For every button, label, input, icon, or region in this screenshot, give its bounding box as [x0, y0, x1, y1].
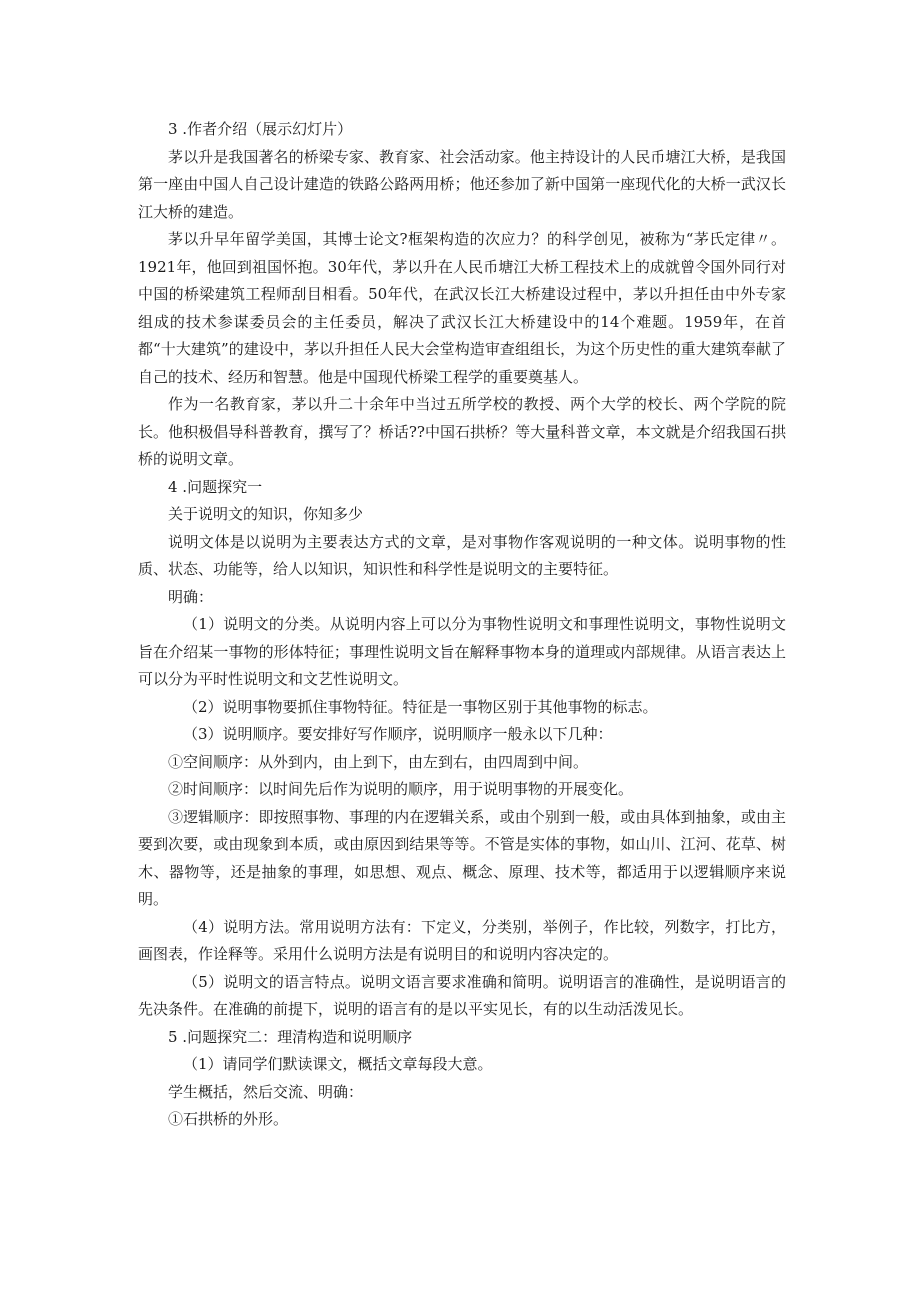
list-item: ②时间顺序：以时间先后作为说明的顺序，用于说明事物的开展变化。: [168, 780, 634, 798]
paragraph: 明确：: [168, 587, 214, 606]
list-item: （3）说明顺序。要安排好写作顺序，说明顺序一般永以下几种：: [183, 725, 613, 743]
paragraph: 说明文体是以说明为主要表达方式的文章，是对事物作客观说明的一种文体。说明事物的性质、状态、功能等，给人以知识，知识性和科学性是说明文的主要特征。: [138, 532, 786, 578]
list-item: ③逻辑顺序：即按照事物、事理的内在逻辑关系，或由个别到一般，或由具体到抽象，或由主要到次要，或由现象到本质，或由原因到结果等等。不管是实体的事物，如山川、江河、花草、树木、器物等，还是抽象的事理，如思想、观点、概念、原理、技术等，都适用于以逻辑顺序来说明。: [138, 807, 786, 908]
paragraph: 茅以升是我国著名的桥梁专家、教育家、社会活动家。他主持设计的人民币塘江大桥，是我国第一座由中国人自己设计建造的铁路公路两用桥；他还参加了新中国第一座现代化的大桥一武汉长江大桥的建造。: [138, 147, 786, 221]
list-item: ①石拱桥的外形。: [168, 1110, 289, 1128]
paragraph: 茅以升早年留学美国，其博士论文?框架构造的次应力？的科学创见，被称为“茅氏定律〃。1921年，他回到祖国怀抱。30年代，茅以升在人民币塘江大桥工程技术上的成就曾令国外同行对中国的桥梁建筑工程师刮目相看。50年代，在武汉长江大桥建设过程中，茅以升担任由中外专家组成的技术参谋委员会的主任委员，解决了武汉长江大桥建设中的14个难题。1959年，在首都“十大建筑”的建设中，茅以升担任人民大会堂构造审查组组长，为这个历史性的重大建筑奉献了自己的技术、经历和智慧。他是中国现代桥梁工程学的重要奠基人。: [138, 230, 786, 386]
document-body: [138, 116, 786, 1134]
list-item: （1）请同学们默读课文，概括文章每段大意。: [183, 1055, 493, 1073]
list-item: （2）说明事物要抓住事物特征。特征是一事物区别于其他事物的标志。: [183, 697, 658, 716]
section-heading-inquiry-two: 5 .问题探究二：理清构造和说明顺序: [168, 1027, 413, 1046]
section-heading-inquiry-one: 4 .问题探究一: [168, 477, 263, 496]
paragraph: 学生概括，然后交流、明确：: [168, 1082, 364, 1101]
paragraph: 作为一名教育家，茅以升二十余年中当过五所学校的教授、两个大学的校长、两个学院的院长。他积极倡导科普教育，撰写了？桥话??中国石拱桥？等大量科普文章，本文就是介绍我国石拱桥的说明文章。: [138, 395, 786, 468]
list-item: （4）说明方法。常用说明方法有：下定义，分类别，举例子，作比较，列数字，打比方，画图表，作诠释等。采用什么说明方法是有说明目的和说明内容决定的。: [138, 917, 786, 963]
paragraph: 关于说明文的知识，你知多少: [168, 505, 364, 523]
list-item: （5）说明文的语言特点。说明文语言要求准确和简明。说明语言的准确性，是说明语言的先决条件。在准确的前提下，说明的语言有的是以平实见长，有的以生动活泼见长。: [138, 972, 786, 1018]
list-item: （1）说明文的分类。从说明内容上可以分为事物性说明文和事理性说明文，事物性说明文旨在介绍某一事物的形体特征；事理性说明文旨在解释事物本身的道理或内部规律。从语言表达上可以分为平时性说明文和文艺性说明文。: [138, 615, 786, 688]
section-heading-author-intro: 3 .作者介绍（展示幻灯片）: [168, 120, 353, 138]
list-item: ①空间顺序：从外到内，由上到下，由左到右，由四周到中间。: [168, 752, 589, 771]
